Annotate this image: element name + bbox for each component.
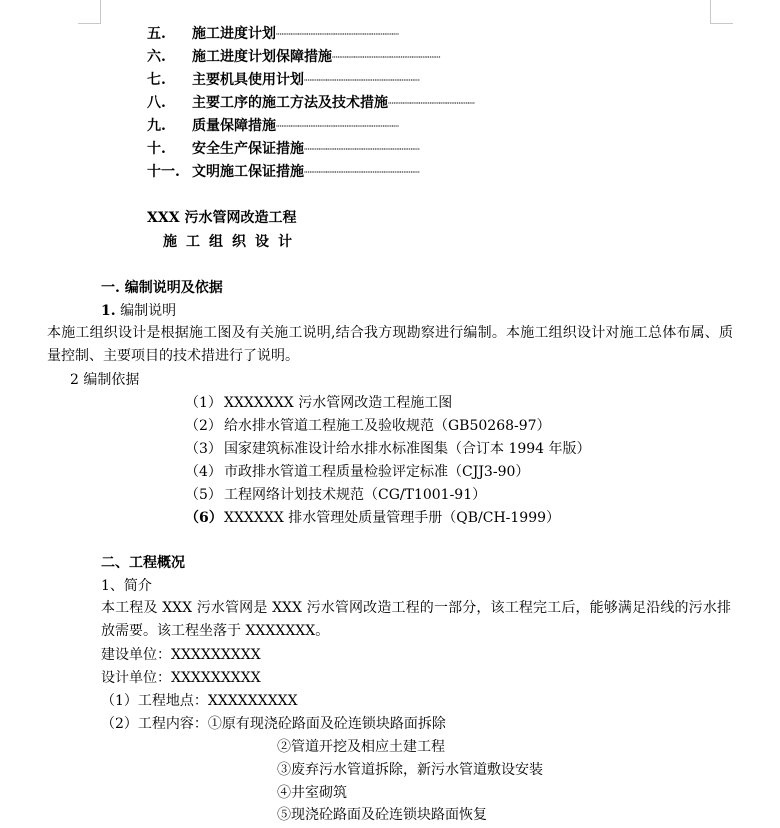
designer-unit: 设计单位：XXXXXXXXX [101,670,261,686]
toc-item: 九. 质量保障措施┈┈┈┈┈┈┈┈┈┈┈┈┈┈┈┈┈ [147,118,399,134]
page-corner-mark [100,0,101,24]
list-item: （3） 国家建筑标准设计给水排水标准图集（合订本 1994 年版） [185,441,591,457]
document-title: XXX 污水管网改造工程 [147,210,297,226]
page-corner-mark [710,0,711,24]
list-item: （5） 工程网络计划技术规范（CG/T1001-91） [185,487,487,503]
content-item: ②管道开挖及相应土建工程 [277,739,445,755]
section-heading: 一. 编制说明及依据 [101,280,223,296]
project-location: （1）工程地点：XXXXXXXXX [101,693,298,709]
toc-item: 六. 施工进度计划保障措施┈┈┈┈┈┈┈┈┈┈┈┈┈┈┈ [147,49,441,65]
toc-item: 七. 主要机具使用计划┈┈┈┈┈┈┈┈┈┈┈┈┈┈┈┈ [147,72,420,88]
content-item: ④井室砌筑 [277,785,347,801]
toc-item: 五. 施工进度计划┈┈┈┈┈┈┈┈┈┈┈┈┈┈┈┈┈ [147,26,399,42]
subsection-heading: 1、简介 [101,578,152,594]
content-item: ⑤现浇砼路面及砼连锁块路面恢复 [277,807,487,823]
subsection-heading: 1. 编制说明 [101,303,177,319]
paragraph: 本工程及 XXX 污水管网是 XXX 污水管网改造工程的一部分，该工程完工后，能够满足沿线的污水排放需要。该工程坐落于 XXXXXXX。 [101,600,731,639]
section-heading: 二、工程概况 [101,555,185,571]
list-item: （4） 市政排水管道工程质量检验评定标准（CJJ3-90） [185,464,530,480]
list-item: （1） XXXXXXX 污水管网改造工程施工图 [185,395,453,411]
document-subtitle: 施工组织设计 [163,234,301,250]
project-content: （2）工程内容：①原有现浇砼路面及砼连锁块路面拆除 [101,716,446,732]
subsection-heading: 2 编制依据 [70,372,140,388]
builder-unit: 建设单位：XXXXXXXXX [101,647,261,663]
list-item: （6） XXXXXX 排水管理处质量管理手册（QB/CH-1999） [185,510,561,526]
paragraph: 本施工组织设计是根据施工图及有关施工说明,结合我方现勘察进行编制。本施工组织设计对施工总体布属、质量控制、主要项目的技术措进行了说明。 [47,325,733,364]
content-item: ③废弃污水管道拆除，新污水管道敷设安装 [277,762,543,778]
list-item: （2） 给水排水管道工程施工及验收规范（GB50268-97） [185,418,551,434]
toc-item: 十. 安全生产保证措施┈┈┈┈┈┈┈┈┈┈┈┈┈┈┈┈ [147,141,420,157]
toc-item: 十一. 文明施工保证措施┈┈┈┈┈┈┈┈┈┈┈┈┈┈┈┈ [147,164,420,180]
toc-item: 八. 主要工序的施工方法及技术措施┈┈┈┈┈┈┈┈┈┈┈┈ [147,95,475,111]
